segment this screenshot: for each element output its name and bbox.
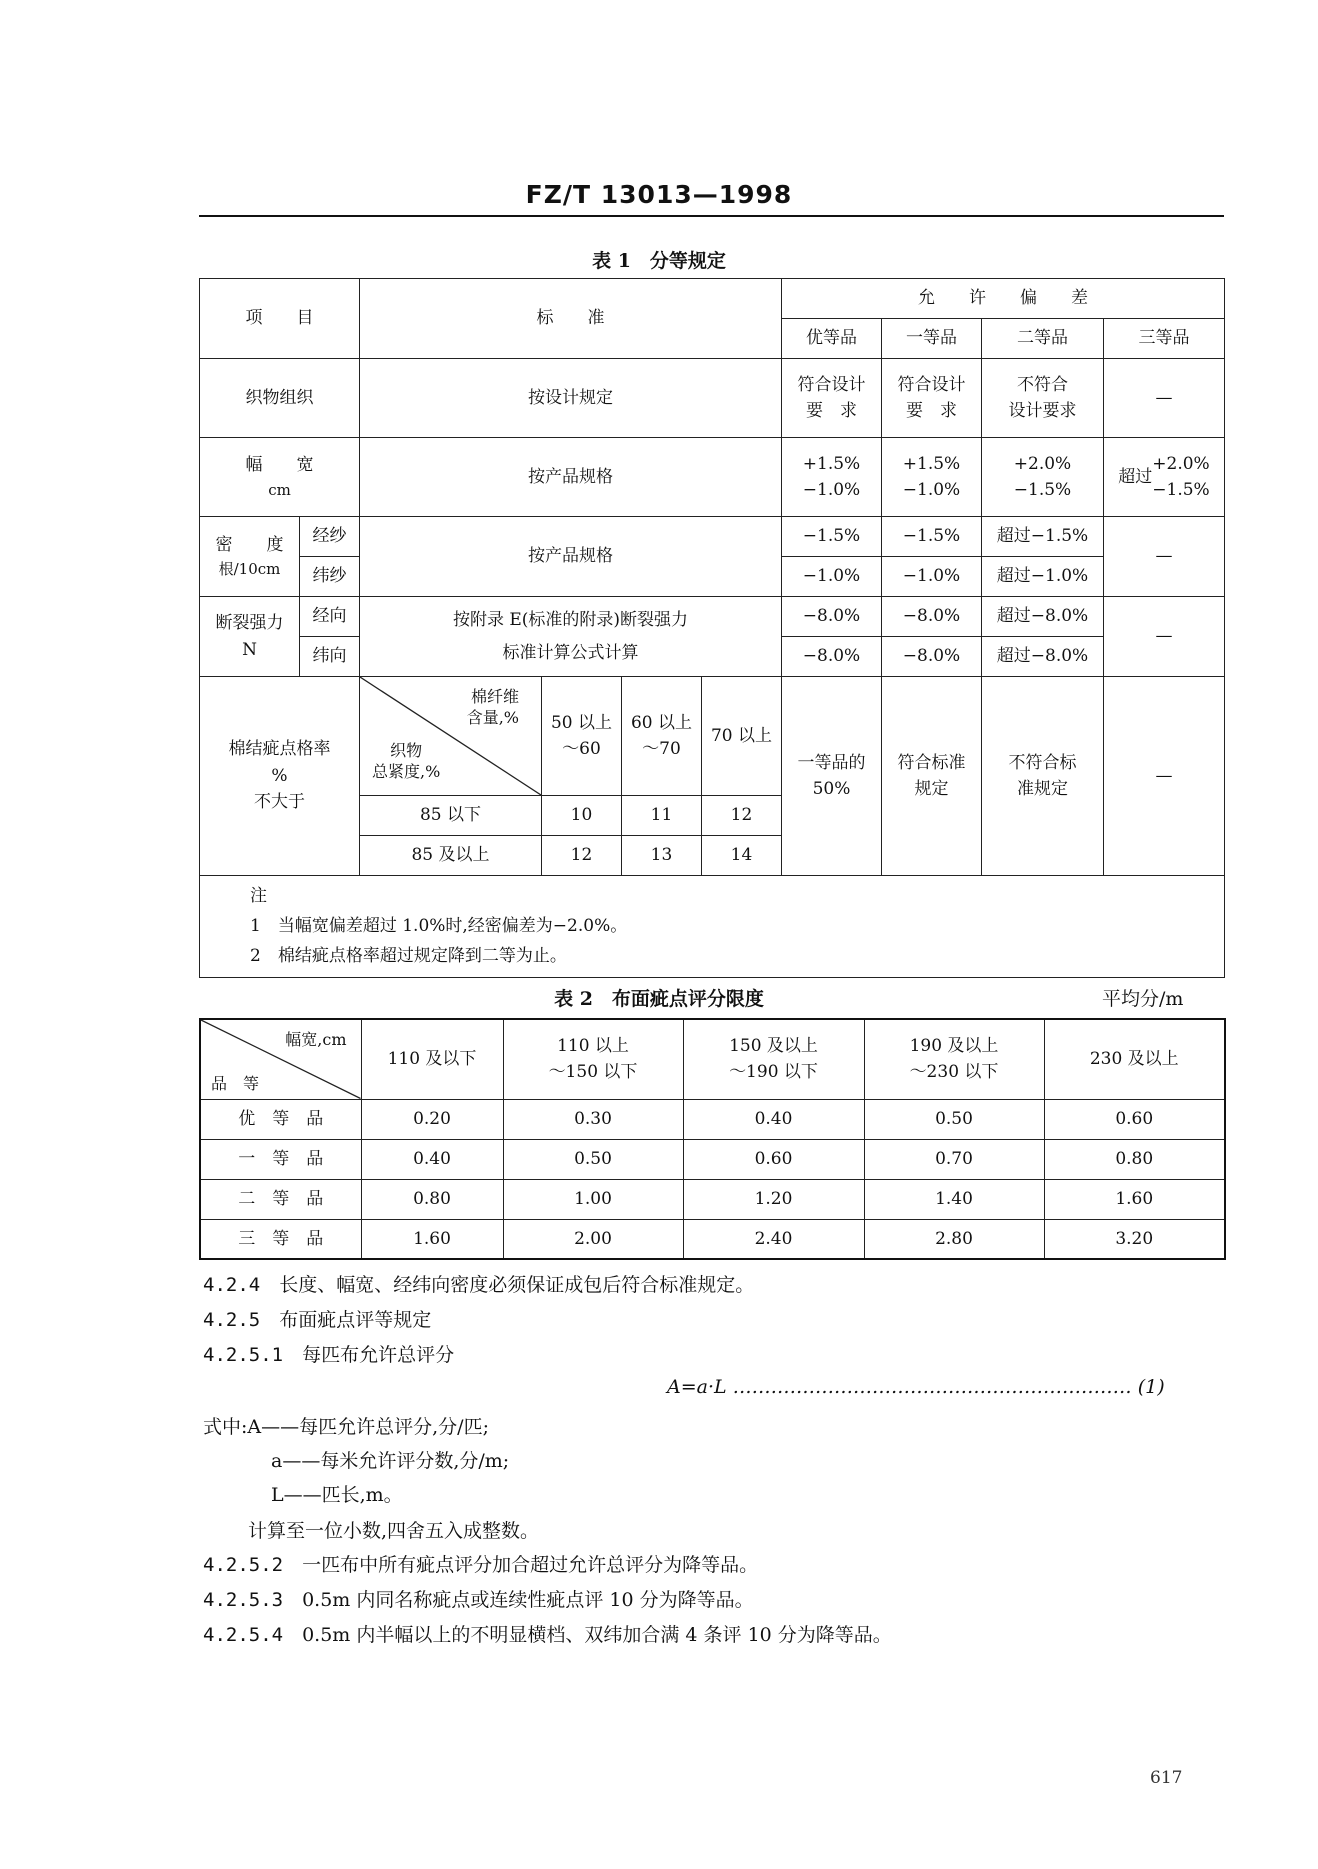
t2-r4-label: 三 等 品	[200, 1219, 361, 1259]
width-g3-minus: −1.5%	[1013, 480, 1072, 500]
neps-r1-v2: 11	[622, 796, 702, 836]
table1-caption: 表 1 分等规定	[592, 250, 726, 272]
neps-g2: 符合标准 规定	[882, 677, 982, 876]
section-4-2-5-3	[203, 1585, 754, 1612]
section-text: 长度、幅宽、经纬向密度必须保证成包后符合标准规定。	[279, 1274, 755, 1296]
section-number: 4.2.5.4	[203, 1624, 284, 1646]
t2-col-4: 190 及以上 ～230 以下	[864, 1019, 1044, 1099]
neps-g3: 不符合标 准规定	[982, 677, 1104, 876]
weave-g2: 符合设计 要 求	[882, 359, 982, 438]
weave-g3: 不符合 设计要求	[982, 359, 1104, 438]
head-grade-third: 三等品	[1104, 319, 1225, 359]
width-label	[200, 438, 360, 517]
strength-weft-g3: 超过−8.0%	[982, 637, 1104, 677]
t2-cell: 2.80	[864, 1219, 1044, 1259]
standard-code: FZ/T 13013—1998	[525, 180, 793, 209]
head-allowed: 允 许 偏 差	[782, 279, 1225, 319]
page-number: 617	[1150, 1768, 1183, 1788]
neps-label-3: 不大于	[254, 792, 305, 813]
notes-title: 注	[250, 886, 267, 906]
t2-cell: 2.40	[683, 1219, 864, 1259]
t2-r1-label: 优 等 品	[200, 1099, 361, 1139]
weave-label: 织物组织	[200, 359, 360, 438]
t2-cell: 0.50	[864, 1099, 1044, 1139]
strength-label	[200, 597, 300, 677]
strength-warp-g1: −8.0%	[782, 597, 882, 637]
section-text: 0.5m 内半幅以上的不明显横档、双纬加合满 4 条评 10 分为降等品。	[302, 1624, 892, 1646]
section-text: 布面疵点评等规定	[279, 1309, 432, 1331]
t2-col-5: 230 及以上	[1044, 1019, 1225, 1099]
neps-col-1: 50 以上 ～60	[542, 677, 622, 796]
weave-g1: 符合设计 要 求	[782, 359, 882, 438]
section-4-2-5-4	[203, 1620, 892, 1647]
head-grade-premium: 优等品	[782, 319, 882, 359]
section-4-2-5-1	[203, 1340, 454, 1367]
t2-cell: 1.40	[864, 1179, 1044, 1219]
width-g2	[882, 438, 982, 517]
density-warp-label: 经纱	[300, 517, 360, 557]
neps-r1-label: 85 以下	[360, 796, 542, 836]
width-g4	[1104, 438, 1225, 517]
t2-r2-label: 一 等 品	[200, 1139, 361, 1179]
width-g1-plus: +1.5%	[802, 453, 861, 474]
neps-r2-v3: 14	[702, 836, 782, 876]
density-unit: 根/10cm	[218, 560, 281, 579]
strength-unit: N	[242, 639, 257, 660]
section-4-2-5-2	[203, 1550, 758, 1577]
formula-where: 式中:A——每匹允许总评分,分/匹;	[203, 1416, 489, 1438]
strength-warp-g2: −8.0%	[882, 597, 982, 637]
t2-r3-label: 二 等 品	[200, 1179, 361, 1219]
t2-col-2: 110 以上 ～150 以下	[503, 1019, 683, 1099]
t2-cell: 1.60	[361, 1219, 503, 1259]
neps-g4: —	[1104, 677, 1225, 876]
strength-warp-label: 经向	[300, 597, 360, 637]
section-4-2-4	[203, 1270, 754, 1297]
section-number: 4.2.5	[203, 1309, 261, 1331]
strength-warp-g3: 超过−8.0%	[982, 597, 1104, 637]
neps-r2-v2: 13	[622, 836, 702, 876]
formula-1: A=a·L ……………………………………………………… (1)	[667, 1376, 1165, 1398]
t2-cell: 0.50	[503, 1139, 683, 1179]
section-number: 4.2.5.3	[203, 1589, 284, 1611]
width-g2-minus: −1.0%	[902, 480, 961, 500]
neps-g1: 一等品的 50%	[782, 677, 882, 876]
strength-weft-g2: −8.0%	[882, 637, 982, 677]
width-g2-plus: +1.5%	[902, 453, 961, 474]
t2-diag-top: 幅宽,cm	[285, 1030, 347, 1049]
strength-standard-line2: 标准计算公式计算	[502, 642, 639, 663]
density-weft-g1: −1.0%	[782, 557, 882, 597]
strength-standard	[360, 597, 782, 677]
t2-col-3: 150 及以上 ～190 以下	[683, 1019, 864, 1099]
section-text: 0.5m 内同名称疵点或连续性疵点评 10 分为降等品。	[302, 1589, 754, 1611]
table-row	[200, 1219, 1225, 1259]
density-weft-g3: 超过−1.0%	[982, 557, 1104, 597]
width-label-text: 幅 宽	[245, 455, 314, 476]
neps-diag-bottom: 织物 总紧度,%	[372, 741, 441, 782]
t2-cell: 0.30	[503, 1099, 683, 1139]
neps-r1-v1: 10	[542, 796, 622, 836]
width-g4-minus: −1.5%	[1152, 480, 1210, 500]
neps-label-1: 棉结疵点格率	[228, 739, 331, 760]
head-grade-second: 二等品	[982, 319, 1104, 359]
weave-standard: 按设计规定	[360, 359, 782, 438]
neps-col-2: 60 以上 ～70	[622, 677, 702, 796]
t2-cell: 0.80	[361, 1179, 503, 1219]
density-weft-label: 纬纱	[300, 557, 360, 597]
width-g3-plus: +2.0%	[1013, 453, 1072, 474]
width-g4-plus: +2.0%	[1152, 453, 1210, 474]
width-g1-minus: −1.0%	[802, 480, 861, 500]
table-row	[200, 1179, 1225, 1219]
t2-cell: 0.20	[361, 1099, 503, 1139]
calc-note: 计算至一位小数,四舍五入成整数。	[248, 1520, 540, 1542]
width-g3	[982, 438, 1104, 517]
t2-cell: 0.60	[1044, 1099, 1225, 1139]
formula-var-a: a——每米允许评分数,分/m;	[271, 1450, 510, 1472]
neps-label-2: %	[271, 765, 288, 786]
t2-cell: 0.40	[361, 1139, 503, 1179]
head-grade-first: 一等品	[882, 319, 982, 359]
section-text: 一匹布中所有疵点评分加合超过允许总评分为降等品。	[302, 1554, 759, 1576]
width-standard: 按产品规格	[360, 438, 782, 517]
section-4-2-5	[203, 1305, 431, 1332]
section-number: 4.2.5.2	[203, 1554, 284, 1576]
table-row	[200, 1099, 1225, 1139]
neps-diag-top: 棉纤维 含量,%	[466, 687, 519, 727]
head-item: 项 目	[200, 279, 360, 359]
t2-cell: 0.80	[1044, 1139, 1225, 1179]
section-number: 4.2.4	[203, 1274, 261, 1296]
note-2: 2 棉结疵点格率超过规定降到二等为止。	[250, 945, 567, 966]
table-row	[200, 1139, 1225, 1179]
density-weft-g2: −1.0%	[882, 557, 982, 597]
neps-r2-v1: 12	[542, 836, 622, 876]
density-warp-g2: −1.5%	[882, 517, 982, 557]
t2-diagonal-header	[200, 1019, 361, 1099]
strength-standard-line1: 按附录 E(标准的附录)断裂强力	[452, 610, 689, 631]
t2-cell: 0.70	[864, 1139, 1044, 1179]
section-text: 每匹布允许总评分	[302, 1344, 455, 1366]
neps-r2-label: 85 及以上	[360, 836, 542, 876]
t2-cell: 1.60	[1044, 1179, 1225, 1219]
t2-cell: 0.40	[683, 1099, 864, 1139]
density-standard: 按产品规格	[360, 517, 782, 597]
table2-unit: 平均分/m	[1102, 988, 1184, 1010]
section-number: 4.2.5.1	[203, 1344, 284, 1366]
strength-label-text: 断裂强力	[215, 613, 284, 634]
formula-var-l: L——匹长,m。	[271, 1484, 403, 1506]
density-g4: —	[1104, 517, 1225, 597]
t2-cell: 2.00	[503, 1219, 683, 1259]
grading-table	[199, 278, 1225, 978]
head-standard: 标 准	[360, 279, 782, 359]
t2-cell: 3.20	[1044, 1219, 1225, 1259]
density-warp-g1: −1.5%	[782, 517, 882, 557]
defect-score-table	[199, 1018, 1226, 1260]
t2-col-1: 110 及以下	[361, 1019, 503, 1099]
width-unit: cm	[268, 480, 291, 499]
weave-g4: —	[1104, 359, 1225, 438]
t2-diag-bottom: 品 等	[211, 1073, 260, 1093]
t2-cell: 0.60	[683, 1139, 864, 1179]
t2-cell: 1.00	[503, 1179, 683, 1219]
neps-label	[200, 677, 360, 876]
t2-cell: 1.20	[683, 1179, 864, 1219]
neps-diagonal-header	[360, 677, 542, 796]
header-rule	[199, 215, 1224, 217]
note-1: 1 当幅宽偏差超过 1.0%时,经密偏差为−2.0%。	[250, 915, 628, 936]
width-g4-prefix: 超过	[1118, 466, 1153, 487]
density-label-text: 密 度	[215, 534, 284, 555]
strength-g4: —	[1104, 597, 1225, 677]
neps-col-3: 70 以上	[702, 677, 782, 796]
strength-weft-g1: −8.0%	[782, 637, 882, 677]
density-label	[200, 517, 300, 597]
strength-weft-label: 纬向	[300, 637, 360, 677]
table2-caption: 表 2 布面疵点评分限度	[554, 988, 764, 1010]
width-g1	[782, 438, 882, 517]
neps-r1-v3: 12	[702, 796, 782, 836]
table1-notes	[200, 876, 1225, 978]
density-warp-g3: 超过−1.5%	[982, 517, 1104, 557]
